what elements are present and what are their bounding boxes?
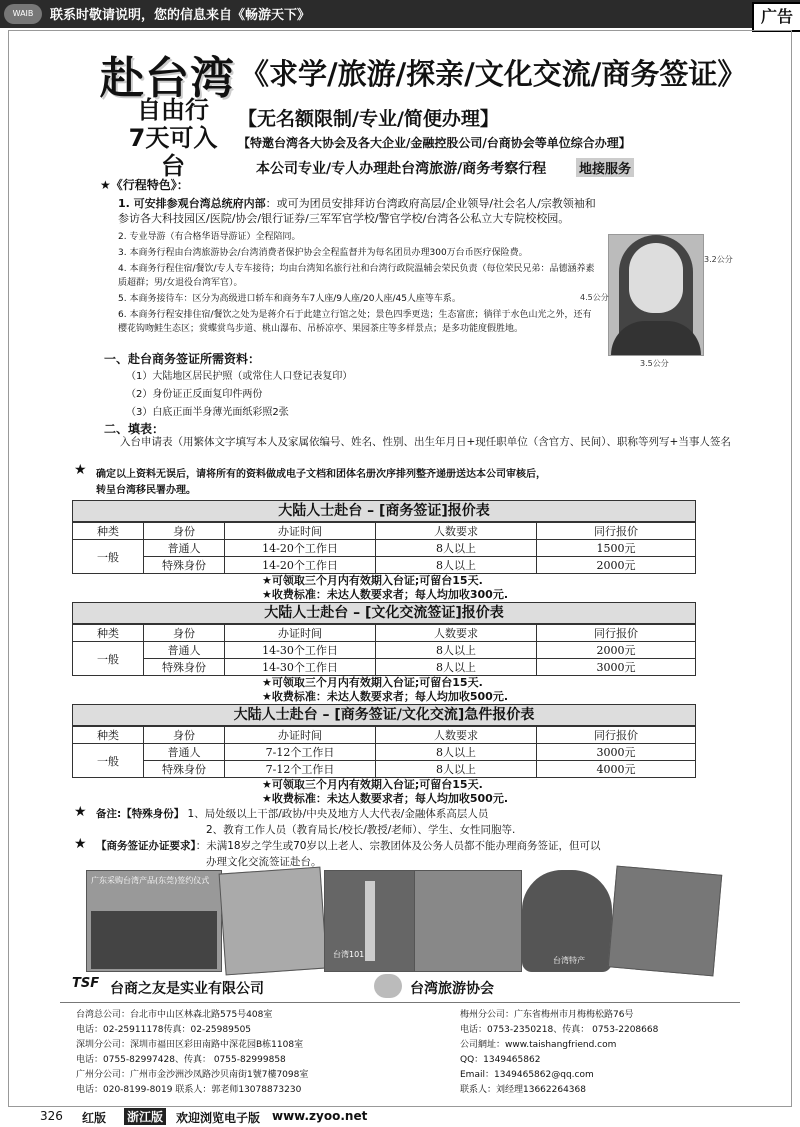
table-header: 同行报价: [537, 523, 696, 540]
contacts-right: [460, 1008, 658, 1098]
remarks-line1: 1、局处级以上干部/政协/中央及地方人大代表/金融体系高层人员: [187, 808, 489, 820]
price-table-3-title: 大陆人士赴台 – [商务签证/文化交流]急件报价表: [72, 704, 696, 726]
table-cell: 8人以上: [376, 744, 537, 761]
table-header: 同行报价: [537, 727, 696, 744]
contact-line: 电话：02-25911178传真：02-25989505: [76, 1025, 252, 1035]
table-cell: 特殊身份: [144, 659, 225, 676]
star-icon: ★: [74, 462, 87, 478]
table-cell: 特殊身份: [144, 557, 225, 574]
table-header: 种类: [73, 625, 144, 642]
table-2-note-2: ★收费标准：未达人数要求者；每人均加收500元.: [262, 690, 509, 703]
photo-gate: [608, 866, 722, 977]
table-cell: 8人以上: [376, 659, 537, 676]
table-cell: 一般: [73, 744, 144, 778]
table-cell: 8人以上: [376, 761, 537, 778]
price-table-3: [72, 726, 696, 778]
fill-title: 二、填表：: [104, 422, 165, 436]
material-item: （3）白底正面半身薄光面纸彩照2张: [126, 407, 289, 418]
table-cell: 一般: [73, 540, 144, 574]
feature-item: 5. 本商务接待车：区分为高级进口轿车和商务车7人座/9人座/20人座/45人座等车系。: [118, 294, 461, 304]
contact-line: 电话：0755-82997428、传真： 0755-82999858: [76, 1055, 286, 1065]
table-cell: 14-30个工作日: [225, 642, 376, 659]
table-row: [73, 642, 696, 659]
contact-line: 台湾总公司：台北市中山区林森北路575号408室: [76, 1010, 273, 1020]
table-cell: 2000元: [537, 642, 696, 659]
table-cell: 14-20个工作日: [225, 540, 376, 557]
table-row: [73, 659, 696, 676]
table-header: 身份: [144, 625, 225, 642]
table-cell: 8人以上: [376, 642, 537, 659]
remarks-lead: 备注:【特殊身份】: [96, 808, 185, 820]
table-header: 人数要求: [376, 625, 537, 642]
table-cell: 3000元: [537, 659, 696, 676]
tsf-logo: TSF: [72, 976, 100, 991]
table-header: 办证时间: [225, 727, 376, 744]
photo-dimension-head: 3.2公分: [704, 255, 733, 264]
photo-stone: [522, 870, 612, 972]
table-1-note-2: ★收费标准：未达人数要求者；每人均加收300元.: [262, 588, 509, 601]
price-table-1: [72, 522, 696, 574]
page-number: 326: [40, 1109, 63, 1123]
headline-types: 《求学/旅游/探亲/文化交流/商务签证》: [240, 57, 747, 91]
table-cell: 8人以上: [376, 557, 537, 574]
contact-line: QQ：1349465862: [460, 1055, 541, 1065]
price-table-2: [72, 624, 696, 676]
table-cell: 7-12个工作日: [225, 744, 376, 761]
star-icon: ★: [74, 836, 87, 852]
table-header: 人数要求: [376, 727, 537, 744]
feature-item: 6. 本商务行程安排住宿/餐饮之处为是蒋介石于此建立行馆之处；景色四季更迭；生态富庶；徜徉于水色山光之外，还有樱花钩吻鲑生态区；赏蝶赏鸟步道、桃山瀑布、吊桥凉亭、果园茶庄等多样景点；是多功能度假胜地。: [118, 310, 592, 334]
contact-line: 电话：020-8199-8019 联系人：郭老师13078873230: [76, 1085, 302, 1095]
contact-line: 深圳分公司：深圳市福田区彩田南路中深花园B栋1108室: [76, 1040, 304, 1050]
magazine-logo: WAIB: [4, 4, 42, 24]
no-limit-banner: 【无名额限制/专业/简便办理】: [238, 108, 499, 130]
table-cell: 普通人: [144, 540, 225, 557]
table-cell: 普通人: [144, 642, 225, 659]
passport-photo-sample: [608, 234, 704, 356]
table-cell: 1500元: [537, 540, 696, 557]
table-cell: 一般: [73, 642, 144, 676]
table-2-note-1: ★可领取三个月内有效期入台证;可留台15天.: [262, 676, 483, 689]
table-header: 种类: [73, 727, 144, 744]
table-header: 种类: [73, 523, 144, 540]
table-header-row: [73, 625, 696, 642]
seven-days-text: 7天可入台: [128, 124, 218, 180]
table-3-note-2: ★收费标准：未达人数要求者；每人均加收500元.: [262, 792, 509, 805]
photo-people: [91, 911, 217, 969]
headline-main: 赴台湾: [100, 53, 235, 104]
photo-taipei-101: [324, 870, 416, 972]
feature-item: 1. 可安排参观台湾总统府内部：或可为团员安排拜访台湾政府高层/企业领导/社会名人/宗教领袖和参访各大科技园区/医院/协会/银行证券/三军军官学校/警官学校/台湾各公私立大专院校校园。: [118, 197, 596, 225]
price-table-1-title: 大陆人士赴台 – [商务签证]报价表: [72, 500, 696, 522]
footer-bar: [0, 1106, 800, 1127]
table-cell: 普通人: [144, 744, 225, 761]
welcome-text: 欢迎浏览电子版: [176, 1111, 261, 1125]
photo-caption: 台湾特产: [553, 956, 585, 965]
photo-caption: 台湾101: [333, 950, 365, 959]
table-header-row: [73, 727, 696, 744]
table-cell: 8人以上: [376, 540, 537, 557]
requirement-lead: 【商务签证办证要求】: [96, 840, 196, 852]
top-bar-text: 联系时敬请说明，您的信息来自《畅游天下》: [50, 8, 311, 23]
free-travel-badge: [118, 96, 228, 180]
company-line: 本公司专业/专人办理赴台湾旅游/商务考察行程: [256, 161, 547, 177]
table-cell: 14-20个工作日: [225, 557, 376, 574]
divider: [60, 1002, 740, 1003]
table-row: [73, 744, 696, 761]
table-header: 身份: [144, 523, 225, 540]
table-header: 办证时间: [225, 625, 376, 642]
photo-dimension-height: 4.5公分: [580, 293, 609, 302]
material-item: （1）大陆地区居民护照（或常住人口登记表复印）: [126, 371, 353, 382]
photo-dimension-width: 3.5公分: [640, 359, 669, 368]
invite-line: 【特邀台湾各大协会及各大企业/金融控股公司/台商协会等单位综合办理】: [238, 136, 631, 150]
free-travel-text: 自由行: [137, 96, 209, 124]
table-header: 身份: [144, 727, 225, 744]
site-link[interactable]: www.zyoo.net: [272, 1109, 368, 1123]
requirement-block: [96, 838, 736, 853]
requirement-line2: 办理文化交流签证赴台。: [206, 856, 322, 868]
remarks-block: [96, 806, 488, 821]
contact-line: 电话：0753-2350218、传真： 0753-2208668: [460, 1025, 659, 1035]
table-cell: 14-30个工作日: [225, 659, 376, 676]
association-logo-icon: [374, 974, 402, 998]
confirm-line2: 转呈台湾移民署办理。: [96, 485, 196, 496]
table-cell: 7-12个工作日: [225, 761, 376, 778]
photo-signing-ceremony: [86, 870, 222, 972]
features-title: ★《行程特色》：: [100, 178, 189, 192]
feature-item: 4. 本商务行程住宿/餐饮/专人专车接待；均由台湾知名旅行社和台湾行政院温辅会荣民负责（每位荣民兄弟：品德涵养素质超群；男/女退役台湾军官）。: [118, 264, 595, 288]
requirement-line1: ：未满18岁之学生或70岁以上老人、宗教团体及公务人员都不能办理商务签证，但可以: [195, 840, 601, 852]
materials-list: [126, 368, 352, 422]
table-cell: 3000元: [537, 744, 696, 761]
table-3-note-1: ★可领取三个月内有效期入台证;可留台15天.: [262, 778, 483, 791]
region-label: 浙江版: [124, 1108, 166, 1125]
photo-temple-group: [414, 870, 522, 972]
ad-tag: 广告: [752, 2, 800, 32]
table-cell: 特殊身份: [144, 761, 225, 778]
website-link[interactable]: 公司網址：www.taishangfriend.com: [460, 1040, 617, 1050]
features-list: [118, 196, 598, 336]
edition-label: 红版: [82, 1111, 107, 1125]
tower-icon: [365, 881, 375, 961]
table-row: [73, 761, 696, 778]
price-table-2-title: 大陆人士赴台 – [文化交流签证]报价表: [72, 602, 696, 624]
table-header: 人数要求: [376, 523, 537, 540]
local-service-tag: 地接服务: [576, 158, 634, 177]
org-left: 台商之友是实业有限公司: [110, 981, 264, 997]
table-row: [73, 540, 696, 557]
table-header: 同行报价: [537, 625, 696, 642]
contact-line: 梅州分公司：广东省梅州市月梅梅松路76号: [460, 1010, 634, 1020]
top-bar: [0, 0, 800, 28]
table-header-row: [73, 523, 696, 540]
confirm-line1: 确定以上资料无误后，请将所有的资料做成电子文档和团体名册次序排列整齐递册送达本公司审核后，: [96, 469, 546, 480]
remarks-line2: 2、教育工作人员（教育局长/校长/教授/老师）、学生、女性同胞等.: [206, 824, 516, 836]
materials-title: 一、赴台商务签证所需资料：: [104, 352, 261, 366]
fill-text: 入台申请表（用繁体文字填写本人及家属依编号、姓名、性别、出生年月日+现任职单位（含官方、民间）、职称等列写+当事人签名: [120, 436, 731, 448]
org-right: 台湾旅游协会: [410, 981, 494, 997]
contact-line: 广州分公司：广州市金沙洲沙凤路沙贝南街1號7樓7098室: [76, 1070, 309, 1080]
photo-face: [629, 243, 683, 313]
email-link[interactable]: Email：1349465862@qq.com: [460, 1070, 594, 1080]
table-header: 办证时间: [225, 523, 376, 540]
table-cell: 4000元: [537, 761, 696, 778]
contacts-left: [76, 1008, 308, 1098]
feature-item: 3. 本商务行程由台湾旅游协会/台湾消费者保护协会全程监督并为每名团员办理300万台币医疗保险费。: [118, 248, 528, 258]
contact-line: 联系人：刘经理13662264368: [460, 1085, 586, 1095]
photo-landscape: [219, 867, 328, 976]
star-icon: ★: [74, 804, 87, 820]
table-cell: 2000元: [537, 557, 696, 574]
feature-item: 2. 专业导游（有合格华语导游证）全程陪同。: [118, 232, 301, 242]
photo-caption: 广东采购台湾产品(东莞)签约仪式: [91, 876, 210, 885]
table-row: [73, 557, 696, 574]
table-1-note-1: ★可领取三个月内有效期入台证;可留台15天.: [262, 574, 483, 587]
material-item: （2）身份证正反面复印件两份: [126, 389, 263, 400]
